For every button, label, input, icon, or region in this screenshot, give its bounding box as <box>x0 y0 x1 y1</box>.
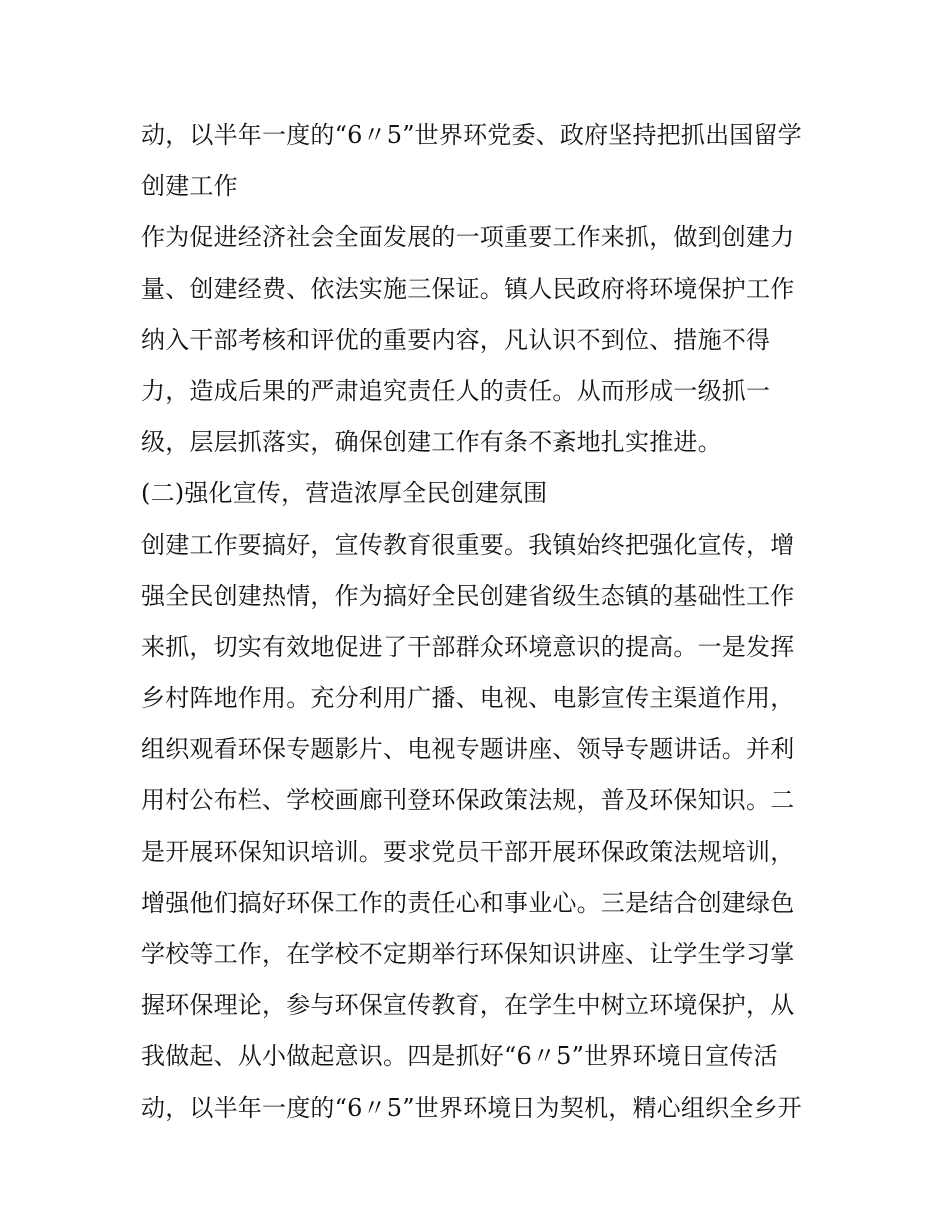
text-line: 创建工作 <box>141 172 238 201</box>
text-line: 作为促进经济社会全面发展的一项重要工作来抓，做到创建力 <box>141 223 795 252</box>
text-line: 级，层层抓落实，确保创建工作有条不紊地扎实推进。 <box>141 428 722 457</box>
text-line: 动，以半年一度的“6〃5”世界环党委、政府坚持把抓出国留学 <box>141 121 802 149</box>
text-line: 握环保理论，参与环保宣传教育，在学生中树立环境保护，从 <box>141 991 795 1020</box>
text-line: 纳入干部考核和评优的重要内容，凡认识不到位、措施不得 <box>141 325 771 354</box>
text-line: 乡村阵地作用。充分利用广播、电视、电影宣传主渠道作用， <box>141 684 795 713</box>
text-line: 是开展环保知识培训。要求党员干部开展环保政策法规培训， <box>141 837 795 866</box>
text-line: 组织观看环保专题影片、电视专题讲座、领导专题讲话。并利 <box>141 735 795 764</box>
text-line: 动，以半年一度的“6〃5”世界环境日为契机，精心组织全乡开 <box>141 1093 802 1122</box>
text-line: 增强他们搞好环保工作的责任心和事业心。三是结合创建绿色 <box>141 888 795 917</box>
section-heading: (二)强化宣传，营造浓厚全民创建氛围 <box>141 479 548 508</box>
text-line: 用村公布栏、学校画廊刊登环保政策法规，普及环保知识。二 <box>141 786 795 815</box>
text-line: 力，造成后果的严肃追究责任人的责任。从而形成一级抓一 <box>141 376 771 405</box>
text-line: 强全民创建热情，作为搞好全民创建省级生态镇的基础性工作 <box>141 581 795 610</box>
text-line: 来抓，切实有效地促进了干部群众环境意识的提高。一是发挥 <box>141 632 795 661</box>
text-line: 创建工作要搞好，宣传教育很重要。我镇始终把强化宣传，增 <box>141 530 795 559</box>
text-line: 我做起、从小做起意识。四是抓好“6〃5”世界环境日宣传活 <box>141 1042 778 1071</box>
text-line: 量、创建经费、依法实施三保证。镇人民政府将环境保护工作 <box>141 274 795 303</box>
text-line: 学校等工作，在学校不定期举行环保知识讲座、让学生学习掌 <box>141 940 795 968</box>
document-body <box>141 110 811 1134</box>
